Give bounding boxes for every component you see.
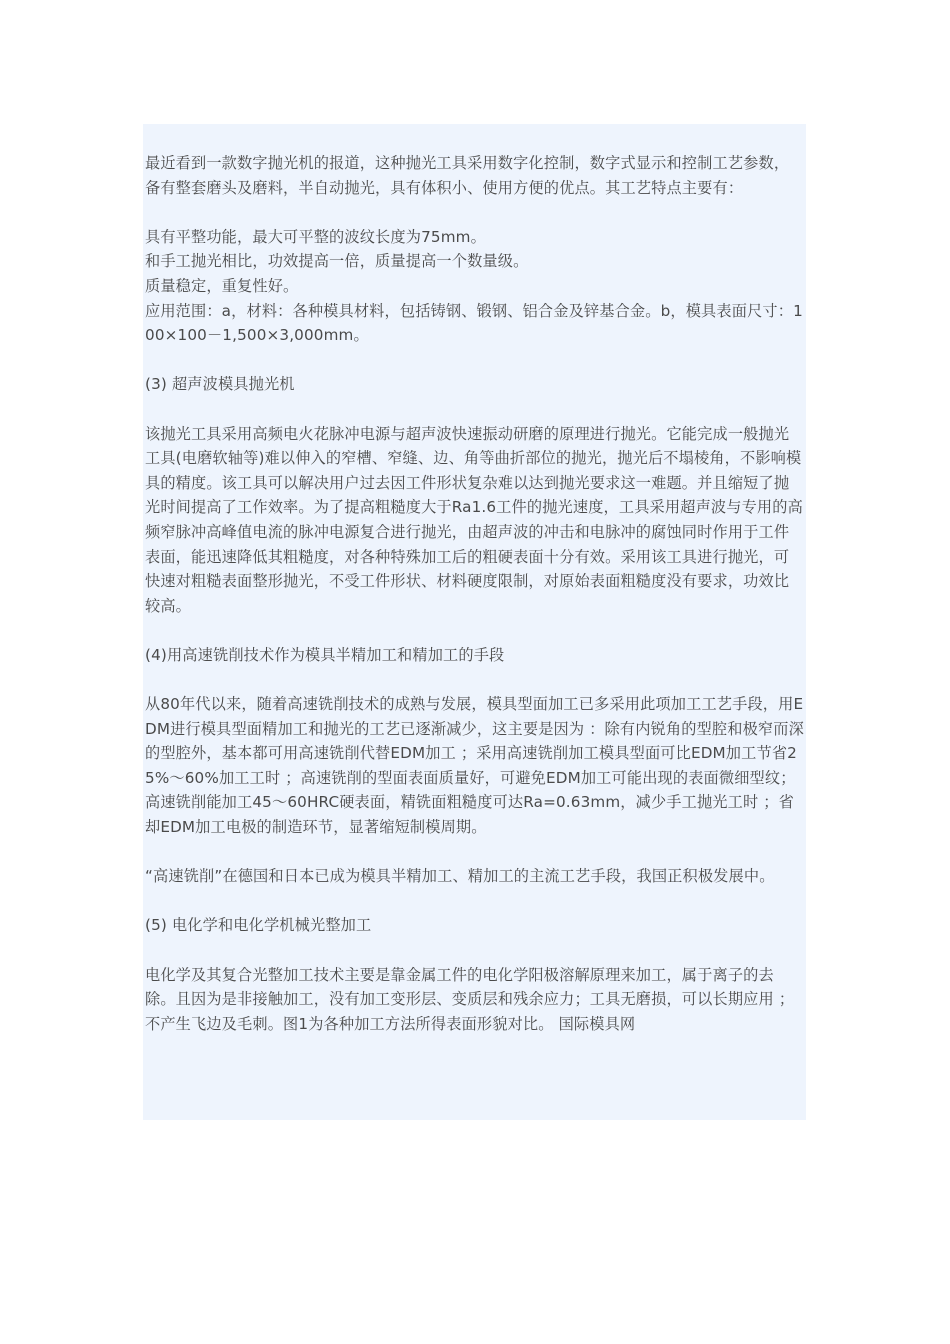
section-heading-5: (5) 电化学和电化学机械光整加工 (145, 916, 372, 935)
paragraph-intro: 最近看到一款数字抛光机的报道，这种抛光工具采用数字化控制，数字式显示和控制工艺参数，备有整套磨头及磨料，半自动抛光，具有体积小、使用方便的优点。其工艺特点主要有： (145, 154, 790, 197)
section-heading-3: (3) 超声波模具抛光机 (145, 375, 295, 394)
paragraph-features (145, 225, 804, 348)
paragraph-milling-note: “高速铣削”在德国和日本已成为模具半精加工、精加工的主流工艺手段，我国正积极发展中。 (145, 867, 775, 886)
feature-line: 和手工抛光相比，功效提高一倍，质量提高一个数量级。 (145, 252, 529, 271)
paragraph-electrochemical: 电化学及其复合光整加工技术主要是靠金属工件的电化学阳极溶解原理来加工，属于离子的去除。且因为是非接触加工，没有加工变形层、变质层和残余应力；工具无磨损，可以长期应用 ；不产生飞边及毛刺。图1为各种加工方法所得表面形貌对比。 国际模具网 (145, 965, 795, 1033)
paragraph-ultrasonic: 该抛光工具采用高频电火花脉冲电源与超声波快速振动研磨的原理进行抛光。它能完成一般抛光工具(电磨软轴等)难以伸入的窄槽、窄缝、边、角等曲折部位的抛光，抛光后不塌棱角，不影响模具的精度。该工具可以解决用户过去因工件形状复杂难以达到抛光要求这一难题。并且缩短了抛光时间提高了工作效率。为了提高粗糙度大于Ra1.6工件的抛光速度，工具采用超声波与专用的高频窄脉冲高峰值电流的脉冲电源复合进行抛光，由超声波的冲击和电脉冲的腐蚀同时作用于工件表面，能迅速降低其粗糙度，对各种特殊加工后的粗硬表面十分有效。采用该工具进行抛光，可快速对粗糙表面整形抛光，不受工件形状、材料硬度限制，对原始表面粗糙度没有要求，功效比较高。 (145, 424, 803, 615)
feature-line: 具有平整功能，最大可平整的波纹长度为75mm。 (145, 227, 486, 246)
section-heading-4: (4)用高速铣削技术作为模具半精加工和精加工的手段 (145, 645, 505, 664)
article-body (143, 124, 806, 1120)
paragraph-high-speed-milling: 从80年代以来，随着高速铣削技术的成熟与发展，模具型面加工已多采用此项加工工艺手段，用EDM进行模具型面精加工和抛光的工艺已逐渐减少，这主要是因为 ：除有内锐角的型腔和极窄而深的型腔外，基本都可用高速铣削代替EDM加工 ；采用高速铣削加工模具型面可比EDM加工节省25%～60%加工工时 ；高速铣削的型面表面质量好，可避免EDM加工可能出现的表面微细型纹；高速铣削能加工45～60HRC硬表面，精铣面粗糙度可达Ra=0.63mm，减少手工抛光工时 ；省却EDM加工电极的制造环节，显著缩短制模周期。 (145, 695, 804, 837)
feature-line: 质量稳定，重复性好。 (145, 276, 299, 295)
feature-line: 应用范围：a，材料：各种模具材料，包括铸钢、锻钢、铝合金及锌基合金。b，模具表面尺寸：100×100－1,500×3,000mm。 (145, 301, 803, 345)
